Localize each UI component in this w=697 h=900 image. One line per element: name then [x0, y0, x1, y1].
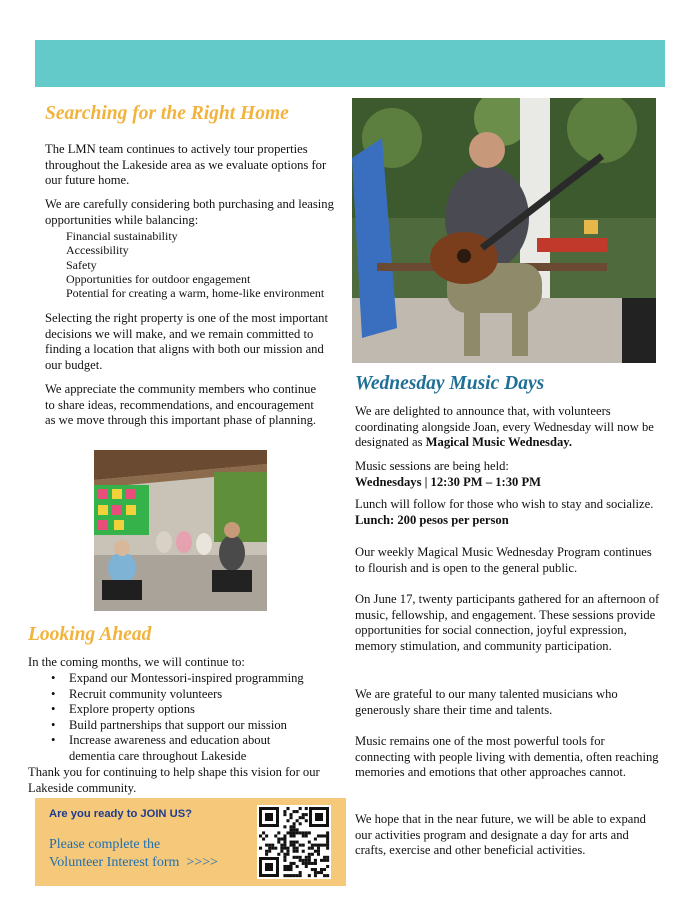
- heading-looking-ahead: Looking Ahead: [28, 624, 152, 645]
- heading-wednesday-music: Wednesday Music Days: [355, 373, 545, 394]
- paragraph-lunch: [355, 497, 655, 528]
- criteria-item: Accessibility: [66, 243, 129, 258]
- guitarist-photo: [352, 98, 656, 363]
- paragraph-sessions: [355, 459, 660, 490]
- group-activity-photo: [94, 450, 267, 611]
- goal-item: • Increase awareness and education about dementia care throughout Lakeside: [48, 733, 298, 764]
- lunch-text: Lunch will follow for those who wish to stay and socialize.: [355, 497, 654, 511]
- paragraph-future: We hope that in the near future, we will be able to expand our activities program and designate a day for arts and crafts, exercise and other beneficial activities.: [355, 812, 646, 858]
- qr-code[interactable]: [257, 805, 331, 879]
- lunch-price: Lunch: 200 pesos per person: [355, 512, 509, 527]
- goal-item: • Explore property options: [48, 702, 348, 718]
- paragraph-considering: We are carefully considering both purchasing and leasing opportunities while balancing:: [45, 197, 334, 227]
- join-line-2: Volunteer Interest form >>>>: [49, 855, 218, 870]
- heading-searching: Searching for the Right Home: [45, 103, 289, 124]
- magical-music-wednesday: Magical Music Wednesday.: [425, 435, 573, 450]
- paragraph-music-tools: Music remains one of the most powerful tools for connecting with people living with dementia, often reaching memories and emotions that other approaches cannot.: [355, 734, 659, 780]
- paragraph-grateful: We are grateful to our many talented musicians who generously share their time and talents.: [355, 687, 618, 717]
- header-banner: [35, 40, 665, 87]
- announcement-text: We are delighted to announce that, with volunteers coordinating alongside Joan, every Wednesday will now be designated as: [355, 404, 654, 450]
- goal-item: • Build partnerships that support our mission: [48, 718, 348, 734]
- goal-item: • Expand our Montessori-inspired programming: [48, 671, 348, 687]
- paragraph-thank-you: Thank you for continuing to help shape this vision for our Lakeside community.: [28, 765, 320, 795]
- join-line-1: Please complete the: [49, 837, 161, 852]
- paragraph-tour: The LMN team continues to actively tour properties throughout the Lakeside area as we evaluate options for our future home.: [45, 142, 327, 188]
- goals-list: [48, 671, 348, 765]
- paragraph-program: Our weekly Magical Music Wednesday Program continues to flourish and is open to the general public.: [355, 545, 652, 575]
- join-us-box: [35, 798, 346, 886]
- paragraph-appreciate: We appreciate the community members who continue to share ideas, recommendations, and encouragement as we move through this important phase of planning.: [45, 382, 317, 428]
- goal-item: • Recruit community volunteers: [48, 687, 348, 703]
- paragraph-announcement: [355, 404, 660, 451]
- volunteer-form-link[interactable]: [49, 836, 259, 872]
- criteria-list: [66, 229, 324, 300]
- sessions-text: Music sessions are being held:: [355, 459, 509, 473]
- paragraph-june-17: On June 17, twenty participants gathered for an afternoon of music, fellowship, and engagement. These sessions provide opportunities for social connection, joyful expression, memory stimulation, and community participation.: [355, 592, 660, 653]
- criteria-item: Opportunities for outdoor engagement: [66, 271, 251, 286]
- criteria-item: Potential for creating a warm, home-like environment: [66, 286, 325, 301]
- session-time: Wednesdays | 12:30 PM – 1:30 PM: [355, 474, 542, 489]
- paragraph-coming-months: In the coming months, we will continue to:: [28, 655, 245, 669]
- criteria-item: Safety: [66, 257, 97, 272]
- join-question: Are you ready to JOIN US?: [49, 808, 192, 820]
- criteria-item: Financial sustainability: [66, 229, 178, 243]
- paragraph-selecting: Selecting the right property is one of the most important decisions we will make, and we remain committed to finding a location that aligns with both our mission and our budget.: [45, 311, 328, 372]
